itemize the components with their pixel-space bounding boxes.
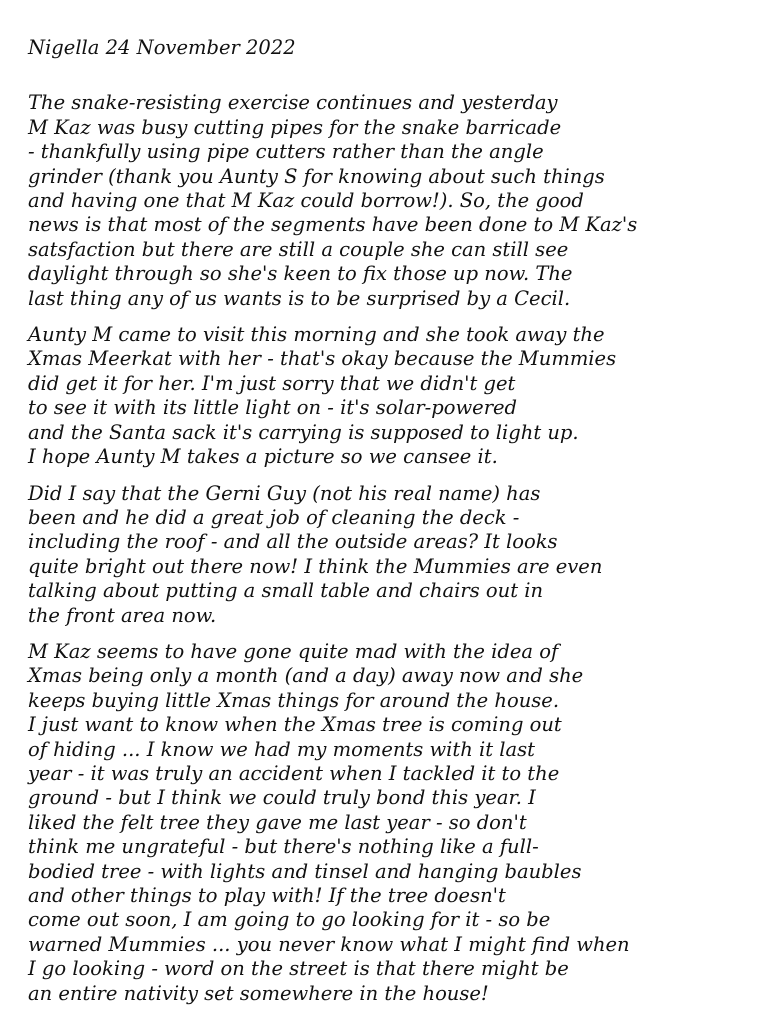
text-line: grinder (thank you Aunty S for knowing about such things [28, 164, 605, 188]
letter-body [28, 91, 738, 1006]
text-line: Did I say that the Gerni Guy (not his real name) has [28, 481, 541, 505]
text-line: and other things to play with! If the tree doesn't [28, 884, 506, 907]
text-line: did get it for her. I'm just sorry that we didn't get [28, 371, 516, 395]
text-line: keeps buying little Xmas things for around the house. [28, 688, 560, 712]
text-line: I go looking - word on the street is that there might be [28, 957, 569, 981]
text-line: bodied tree - with lights and tinsel and hanging baubles [28, 859, 582, 883]
paragraph [28, 91, 738, 311]
text-line: Xmas Meerkat with her - that's okay because the Mummies [28, 347, 617, 371]
text-line: and the Santa sack it's carrying is supposed to light up. [28, 420, 579, 444]
text-line: The snake-resisting exercise continues and yesterday [28, 91, 558, 115]
text-line: quite bright out there now! I think the Mummies are even [28, 554, 603, 578]
text-line: an entire nativity set somewhere in the house! [28, 981, 489, 1005]
text-line: M Kaz seems to have gone quite mad with the idea of [28, 639, 559, 663]
text-line: satsfaction but there are still a couple she can still see [28, 237, 569, 261]
text-line: think me ungrateful - but there's nothing like a full- [28, 835, 539, 859]
text-line: to see it with its little light on - it's solar-powered [28, 396, 518, 420]
text-line: year - it was truly an accident when I tackled it to the [28, 761, 560, 785]
text-line: ground - but I think we could truly bond this year. I [28, 786, 536, 810]
text-line: I hope Aunty M takes a picture so we cansee it. [28, 445, 498, 469]
text-line: and having one that M Kaz could borrow!). So, the good [28, 189, 584, 213]
text-line: including the roof - and all the outside areas? It looks [28, 530, 558, 554]
text-line: Aunty M came to visit this morning and she took away the [28, 323, 605, 347]
text-line: M Kaz was busy cutting pipes for the snake barricade [28, 115, 562, 139]
paragraph [28, 323, 738, 469]
text-line: of hiding ... I know we had my moments with it last [28, 737, 535, 761]
text-line: daylight through so she's keen to fix those up now. The [28, 262, 573, 286]
letter-heading: Nigella 24 November 2022 [28, 36, 296, 59]
text-line: - thankfully using pipe cutters rather than the angle [28, 140, 544, 164]
text-line: last thing any of us wants is to be surprised by a Cecil. [28, 286, 571, 310]
text-line: come out soon, I am going to go looking for it - so be [28, 908, 551, 932]
text-line: Xmas being only a month (and a day) away now and she [28, 664, 584, 688]
text-line: news is that most of the segments have been done to M Kaz's [28, 213, 638, 237]
paragraph [28, 640, 738, 1006]
text-line: liked the felt tree they gave me last year - so don't [28, 810, 527, 834]
text-line: I just want to know when the Xmas tree is coming out [28, 713, 562, 737]
paragraph [28, 482, 738, 628]
text-line: warned Mummies ... you never know what I might find when [28, 932, 630, 956]
text-line: been and he did a great job of cleaning the deck - [28, 505, 520, 529]
text-line: talking about putting a small table and chairs out in [28, 579, 544, 603]
text-line: the front area now. [28, 603, 217, 627]
